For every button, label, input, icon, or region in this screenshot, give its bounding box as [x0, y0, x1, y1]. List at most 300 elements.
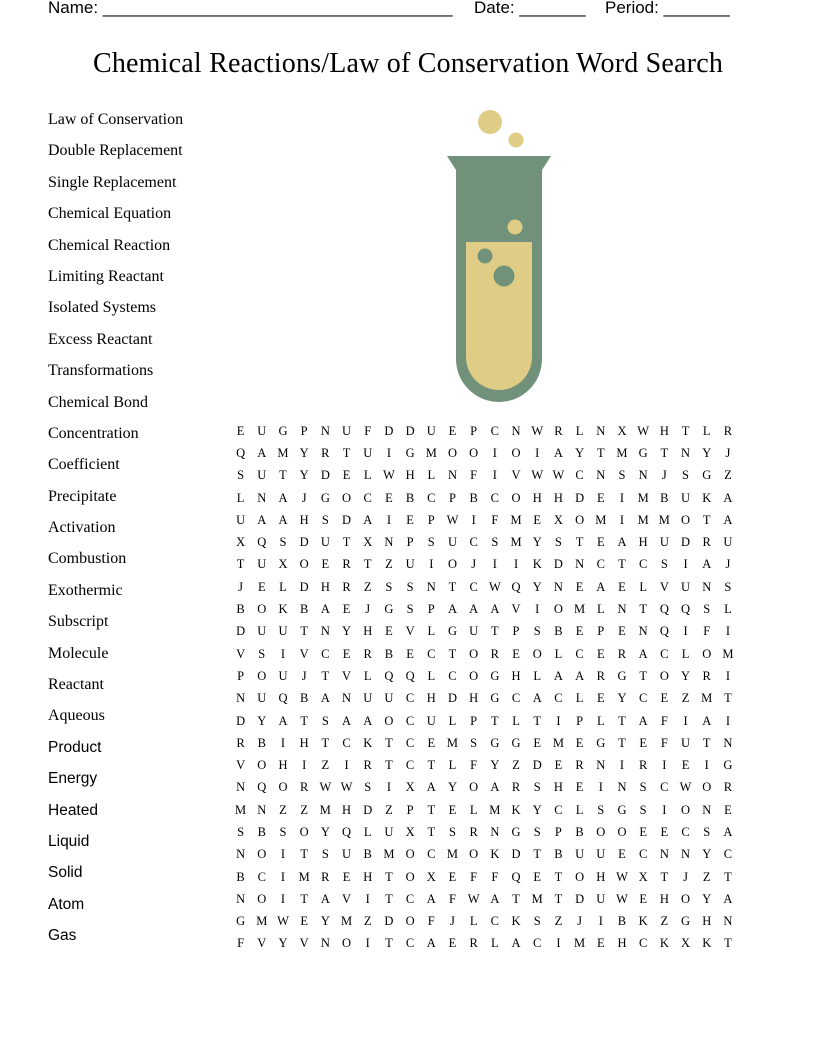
grid-letter[interactable]: S — [364, 780, 372, 795]
grid-letter[interactable]: E — [575, 735, 584, 750]
grid-letter[interactable]: U — [257, 468, 267, 483]
grid-letter[interactable]: E — [596, 936, 605, 951]
grid-letter[interactable]: G — [278, 423, 288, 438]
grid-letter[interactable]: C — [448, 668, 457, 683]
grid-letter[interactable]: A — [638, 713, 648, 728]
grid-letter[interactable]: P — [427, 512, 435, 527]
grid-letter[interactable]: M — [277, 445, 289, 460]
grid-letter[interactable]: O — [342, 936, 352, 951]
grid-letter[interactable]: T — [491, 624, 499, 639]
grid-letter[interactable]: U — [257, 691, 267, 706]
grid-letter[interactable]: U — [426, 713, 436, 728]
grid-letter[interactable]: P — [576, 713, 584, 728]
grid-letter[interactable]: C — [427, 490, 436, 505]
grid-letter[interactable]: P — [470, 713, 478, 728]
grid-letter[interactable]: A — [723, 824, 733, 839]
grid-letter[interactable]: Q — [681, 602, 691, 617]
grid-letter[interactable]: S — [639, 780, 647, 795]
grid-letter[interactable]: A — [342, 713, 352, 728]
grid-letter[interactable]: N — [638, 468, 648, 483]
grid-letter[interactable]: C — [405, 936, 415, 951]
grid-letter[interactable]: R — [596, 668, 605, 683]
grid-letter[interactable]: T — [300, 847, 308, 862]
grid-letter[interactable]: G — [617, 802, 627, 817]
grid-letter[interactable]: I — [386, 780, 391, 795]
grid-letter[interactable]: L — [363, 824, 372, 839]
grid-letter[interactable]: Y — [257, 713, 267, 728]
grid-letter[interactable]: O — [257, 668, 267, 683]
grid-letter[interactable]: L — [512, 713, 520, 728]
grid-letter[interactable]: O — [469, 780, 479, 795]
grid-letter[interactable]: M — [425, 445, 437, 460]
grid-letter[interactable]: A — [723, 512, 733, 527]
grid-letter[interactable]: N — [596, 468, 606, 483]
grid-letter[interactable]: M — [446, 847, 459, 862]
grid-letter[interactable]: N — [553, 579, 563, 594]
grid-letter[interactable]: Z — [512, 758, 520, 773]
grid-letter[interactable]: K — [532, 557, 542, 572]
grid-letter[interactable]: Z — [300, 802, 308, 817]
grid-letter[interactable]: R — [617, 646, 627, 661]
grid-letter[interactable]: P — [237, 668, 245, 683]
grid-letter[interactable]: E — [448, 802, 457, 817]
grid-letter[interactable]: D — [363, 802, 373, 817]
grid-letter[interactable]: S — [554, 535, 562, 550]
grid-letter[interactable]: M — [446, 735, 459, 750]
grid-letter[interactable]: V — [405, 624, 415, 639]
grid-letter[interactable]: B — [299, 691, 309, 706]
grid-letter[interactable]: R — [638, 758, 648, 773]
grid-letter[interactable]: V — [299, 936, 309, 951]
grid-letter[interactable]: W — [616, 891, 628, 906]
grid-letter[interactable]: N — [236, 891, 246, 906]
grid-letter[interactable]: R — [363, 758, 372, 773]
grid-letter[interactable]: I — [556, 713, 561, 728]
grid-letter[interactable]: U — [659, 535, 669, 550]
grid-letter[interactable]: T — [236, 557, 245, 572]
grid-letter[interactable]: A — [596, 579, 606, 594]
grid-letter[interactable]: K — [278, 602, 288, 617]
grid-letter[interactable]: L — [554, 646, 563, 661]
grid-letter[interactable]: W — [488, 579, 501, 594]
grid-letter[interactable]: T — [575, 535, 584, 550]
grid-letter[interactable]: R — [511, 780, 521, 795]
grid-letter[interactable]: Q — [659, 624, 669, 639]
grid-letter[interactable]: Q — [511, 869, 521, 884]
grid-letter[interactable]: U — [363, 445, 373, 460]
grid-letter[interactable]: I — [683, 557, 688, 572]
grid-letter[interactable]: B — [384, 646, 394, 661]
grid-letter[interactable]: T — [681, 423, 690, 438]
grid-letter[interactable]: E — [406, 512, 414, 527]
grid-letter[interactable]: Q — [511, 579, 521, 594]
grid-letter[interactable]: O — [299, 557, 309, 572]
grid-letter[interactable]: E — [448, 936, 457, 951]
grid-letter[interactable]: M — [574, 602, 586, 617]
grid-letter[interactable]: V — [659, 579, 669, 594]
grid-letter[interactable]: S — [237, 468, 245, 483]
grid-letter[interactable]: N — [723, 735, 733, 750]
grid-letter[interactable]: Y — [299, 468, 309, 483]
grid-letter[interactable]: C — [638, 847, 648, 862]
grid-letter[interactable]: A — [320, 602, 330, 617]
grid-letter[interactable]: Z — [363, 579, 372, 594]
grid-letter[interactable]: D — [575, 490, 585, 505]
grid-letter[interactable]: K — [638, 914, 648, 929]
grid-letter[interactable]: Z — [363, 914, 372, 929]
grid-letter[interactable]: S — [618, 468, 626, 483]
grid-letter[interactable]: Y — [532, 535, 542, 550]
grid-letter[interactable]: O — [257, 602, 267, 617]
grid-letter[interactable]: H — [511, 668, 521, 683]
grid-letter[interactable]: A — [511, 936, 521, 951]
grid-letter[interactable]: T — [702, 735, 711, 750]
grid-letter[interactable]: Y — [532, 579, 542, 594]
grid-letter[interactable]: W — [531, 468, 544, 483]
grid-letter[interactable]: F — [703, 624, 711, 639]
grid-letter[interactable]: E — [342, 646, 351, 661]
grid-letter[interactable]: O — [659, 668, 669, 683]
grid-letter[interactable]: H — [532, 490, 542, 505]
grid-letter[interactable]: O — [342, 490, 352, 505]
grid-letter[interactable]: A — [723, 490, 733, 505]
grid-letter[interactable]: U — [342, 847, 352, 862]
grid-letter[interactable]: U — [278, 668, 288, 683]
grid-letter[interactable]: L — [469, 914, 478, 929]
grid-letter[interactable]: Y — [320, 824, 330, 839]
grid-letter[interactable]: P — [300, 423, 308, 438]
grid-letter[interactable]: W — [637, 423, 650, 438]
grid-letter[interactable]: S — [470, 735, 478, 750]
grid-letter[interactable]: R — [575, 758, 584, 773]
grid-letter[interactable]: S — [406, 602, 414, 617]
grid-letter[interactable]: L — [596, 713, 605, 728]
grid-letter[interactable]: T — [618, 557, 626, 572]
grid-letter[interactable]: L — [363, 468, 372, 483]
grid-letter[interactable]: A — [278, 713, 288, 728]
name-field[interactable]: Name: _____________________________________ — [48, 0, 453, 17]
grid-letter[interactable]: D — [681, 535, 691, 550]
grid-letter[interactable]: E — [385, 490, 393, 505]
grid-letter[interactable]: L — [639, 579, 647, 594]
grid-letter[interactable]: F — [660, 713, 668, 728]
grid-letter[interactable]: G — [681, 914, 691, 929]
grid-letter[interactable]: G — [405, 445, 415, 460]
grid-letter[interactable]: E — [427, 735, 436, 750]
grid-letter[interactable]: O — [257, 891, 267, 906]
grid-letter[interactable]: L — [575, 691, 584, 706]
grid-letter[interactable]: H — [702, 914, 712, 929]
grid-letter[interactable]: K — [659, 936, 669, 951]
grid-letter[interactable]: O — [257, 847, 267, 862]
grid-letter[interactable]: D — [299, 579, 309, 594]
grid-letter[interactable]: I — [535, 602, 540, 617]
grid-letter[interactable]: F — [470, 468, 478, 483]
grid-letter[interactable]: Y — [617, 691, 627, 706]
grid-letter[interactable]: O — [511, 445, 521, 460]
grid-letter[interactable]: H — [405, 468, 415, 483]
grid-letter[interactable]: Q — [405, 668, 415, 683]
grid-letter[interactable]: W — [467, 891, 480, 906]
grid-letter[interactable]: E — [533, 735, 542, 750]
grid-letter[interactable]: U — [405, 557, 415, 572]
grid-letter[interactable]: D — [447, 691, 457, 706]
grid-letter[interactable]: X — [681, 936, 691, 951]
grid-letter[interactable]: E — [554, 758, 563, 773]
grid-letter[interactable]: V — [236, 758, 246, 773]
grid-letter[interactable]: V — [236, 646, 246, 661]
grid-letter[interactable]: G — [236, 914, 246, 929]
grid-letter[interactable]: L — [491, 936, 499, 951]
grid-letter[interactable]: T — [427, 824, 436, 839]
grid-letter[interactable]: U — [278, 624, 288, 639]
grid-letter[interactable]: P — [406, 535, 414, 550]
grid-letter[interactable]: A — [363, 512, 373, 527]
grid-letter[interactable]: R — [363, 646, 372, 661]
grid-letter[interactable]: E — [236, 423, 245, 438]
grid-letter[interactable]: I — [492, 445, 497, 460]
grid-letter[interactable]: G — [617, 668, 627, 683]
grid-letter[interactable]: N — [681, 445, 691, 460]
grid-letter[interactable]: E — [342, 869, 351, 884]
grid-letter[interactable]: Q — [278, 691, 288, 706]
grid-letter[interactable]: E — [533, 869, 542, 884]
grid-letter[interactable]: O — [596, 824, 606, 839]
grid-letter[interactable]: F — [427, 914, 435, 929]
grid-letter[interactable]: L — [427, 624, 436, 639]
grid-letter[interactable]: O — [405, 869, 415, 884]
grid-letter[interactable]: M — [340, 914, 353, 929]
grid-letter[interactable]: A — [723, 891, 733, 906]
grid-letter[interactable]: B — [299, 602, 309, 617]
grid-letter[interactable]: R — [321, 445, 330, 460]
grid-letter[interactable]: D — [575, 891, 585, 906]
grid-letter[interactable]: E — [448, 869, 457, 884]
grid-letter[interactable]: L — [702, 423, 711, 438]
grid-letter[interactable]: S — [385, 579, 393, 594]
grid-letter[interactable]: I — [598, 914, 603, 929]
grid-letter[interactable]: I — [725, 713, 730, 728]
grid-letter[interactable]: B — [660, 490, 669, 505]
grid-letter[interactable]: O — [681, 891, 691, 906]
grid-letter[interactable]: E — [257, 579, 266, 594]
grid-letter[interactable]: I — [619, 490, 625, 505]
grid-letter[interactable]: R — [702, 535, 711, 550]
grid-letter[interactable]: U — [681, 735, 691, 750]
grid-letter[interactable]: U — [384, 691, 394, 706]
grid-letter[interactable]: U — [596, 891, 606, 906]
grid-letter[interactable]: N — [596, 758, 606, 773]
grid-letter[interactable]: I — [683, 713, 688, 728]
grid-letter[interactable]: R — [469, 936, 478, 951]
grid-letter[interactable]: T — [385, 936, 393, 951]
grid-letter[interactable]: T — [533, 847, 542, 862]
grid-letter[interactable]: P — [554, 824, 562, 839]
grid-letter[interactable]: R — [723, 423, 733, 438]
grid-letter[interactable]: M — [531, 891, 543, 906]
grid-letter[interactable]: H — [617, 936, 627, 951]
grid-letter[interactable]: O — [384, 713, 394, 728]
grid-letter[interactable]: T — [300, 713, 308, 728]
grid-letter[interactable]: E — [618, 579, 626, 594]
grid-letter[interactable]: S — [427, 535, 435, 550]
grid-letter[interactable]: M — [574, 936, 586, 951]
grid-letter[interactable]: K — [702, 490, 712, 505]
grid-letter[interactable]: D — [299, 535, 309, 550]
grid-letter[interactable]: D — [384, 423, 394, 438]
grid-letter[interactable]: B — [363, 847, 372, 862]
grid-letter[interactable]: I — [280, 646, 286, 661]
grid-letter[interactable]: R — [554, 423, 563, 438]
grid-letter[interactable]: T — [427, 758, 436, 773]
grid-letter[interactable]: L — [596, 602, 605, 617]
grid-letter[interactable]: V — [342, 668, 352, 683]
grid-letter[interactable]: X — [278, 557, 288, 572]
grid-letter[interactable]: Y — [702, 445, 712, 460]
grid-letter[interactable]: G — [723, 758, 733, 773]
grid-letter[interactable]: E — [596, 646, 605, 661]
grid-letter[interactable]: O — [469, 445, 479, 460]
grid-letter[interactable]: N — [236, 780, 246, 795]
grid-letter[interactable]: O — [575, 512, 585, 527]
grid-letter[interactable]: T — [724, 936, 732, 951]
grid-letter[interactable]: T — [639, 602, 647, 617]
grid-letter[interactable]: Y — [702, 847, 712, 862]
grid-letter[interactable]: H — [363, 624, 373, 639]
grid-letter[interactable]: W — [340, 780, 353, 795]
grid-letter[interactable]: E — [618, 624, 626, 639]
grid-letter[interactable]: K — [511, 802, 521, 817]
grid-letter[interactable]: T — [618, 735, 626, 750]
grid-letter[interactable]: A — [638, 646, 648, 661]
grid-letter[interactable]: B — [554, 847, 563, 862]
grid-letter[interactable]: A — [702, 557, 712, 572]
grid-letter[interactable]: I — [619, 512, 625, 527]
grid-letter[interactable]: C — [554, 802, 563, 817]
grid-letter[interactable]: C — [533, 936, 542, 951]
grid-letter[interactable]: O — [469, 847, 479, 862]
grid-letter[interactable]: M — [658, 512, 670, 527]
grid-letter[interactable]: I — [344, 758, 349, 773]
grid-letter[interactable]: E — [596, 691, 605, 706]
grid-letter[interactable]: E — [342, 468, 351, 483]
grid-letter[interactable]: U — [575, 847, 585, 862]
grid-letter[interactable]: I — [725, 668, 730, 683]
grid-letter[interactable]: O — [405, 847, 415, 862]
grid-letter[interactable]: K — [490, 847, 500, 862]
grid-letter[interactable]: C — [321, 646, 330, 661]
grid-letter[interactable]: A — [575, 668, 585, 683]
grid-letter[interactable]: H — [363, 869, 373, 884]
grid-letter[interactable]: E — [321, 557, 330, 572]
grid-letter[interactable]: C — [575, 646, 584, 661]
grid-letter[interactable]: I — [365, 891, 370, 906]
grid-letter[interactable]: K — [363, 735, 373, 750]
grid-letter[interactable]: J — [577, 914, 583, 929]
grid-letter[interactable]: M — [616, 445, 628, 460]
grid-letter[interactable]: T — [660, 869, 669, 884]
grid-letter[interactable]: A — [532, 691, 542, 706]
grid-letter[interactable]: S — [703, 824, 711, 839]
grid-letter[interactable]: O — [299, 824, 309, 839]
grid-letter[interactable]: Z — [554, 914, 563, 929]
grid-letter[interactable]: X — [553, 512, 563, 527]
grid-letter[interactable]: Z — [385, 802, 393, 817]
grid-letter[interactable]: A — [278, 512, 288, 527]
grid-letter[interactable]: O — [553, 602, 563, 617]
grid-letter[interactable]: S — [597, 802, 605, 817]
grid-letter[interactable]: C — [490, 423, 500, 438]
grid-letter[interactable]: K — [511, 914, 521, 929]
grid-letter[interactable]: L — [427, 668, 436, 683]
grid-letter[interactable]: U — [363, 691, 373, 706]
grid-letter[interactable]: G — [490, 668, 500, 683]
grid-letter[interactable]: G — [596, 735, 606, 750]
grid-letter[interactable]: U — [236, 512, 246, 527]
grid-letter[interactable]: H — [596, 869, 606, 884]
grid-letter[interactable]: U — [384, 824, 394, 839]
grid-letter[interactable]: U — [426, 423, 436, 438]
grid-letter[interactable]: H — [342, 802, 352, 817]
grid-letter[interactable]: T — [448, 579, 457, 594]
grid-letter[interactable]: M — [489, 802, 501, 817]
grid-letter[interactable]: C — [596, 557, 605, 572]
grid-letter[interactable]: M — [235, 802, 247, 817]
grid-letter[interactable]: U — [723, 535, 733, 550]
grid-letter[interactable]: Y — [299, 445, 309, 460]
grid-letter[interactable]: A — [617, 535, 627, 550]
grid-letter[interactable]: M — [319, 802, 331, 817]
grid-letter[interactable]: G — [511, 735, 521, 750]
grid-letter[interactable]: F — [491, 512, 499, 527]
grid-letter[interactable]: R — [723, 780, 733, 795]
grid-letter[interactable]: L — [448, 713, 457, 728]
grid-letter[interactable]: I — [598, 780, 603, 795]
grid-letter[interactable]: M — [701, 691, 713, 706]
grid-letter[interactable]: T — [512, 891, 520, 906]
grid-letter[interactable]: U — [681, 579, 691, 594]
grid-letter[interactable]: T — [342, 445, 351, 460]
grid-letter[interactable]: P — [406, 802, 414, 817]
grid-letter[interactable]: B — [469, 490, 478, 505]
grid-letter[interactable]: T — [702, 512, 711, 527]
grid-letter[interactable]: C — [427, 646, 436, 661]
grid-letter[interactable]: A — [257, 445, 267, 460]
grid-letter[interactable]: W — [616, 869, 628, 884]
grid-letter[interactable]: B — [575, 824, 584, 839]
grid-letter[interactable]: B — [554, 624, 563, 639]
grid-letter[interactable]: V — [511, 602, 521, 617]
grid-letter[interactable]: T — [321, 668, 330, 683]
grid-letter[interactable]: W — [531, 423, 544, 438]
grid-letter[interactable]: G — [490, 735, 500, 750]
grid-letter[interactable]: T — [363, 557, 372, 572]
grid-letter[interactable]: Y — [490, 758, 500, 773]
grid-letter[interactable]: S — [406, 579, 414, 594]
grid-letter[interactable]: T — [724, 691, 732, 706]
grid-letter[interactable]: Z — [385, 557, 393, 572]
grid-letter[interactable]: I — [619, 758, 625, 773]
grid-letter[interactable]: Z — [681, 691, 690, 706]
grid-letter[interactable]: S — [321, 512, 329, 527]
grid-letter[interactable]: O — [447, 445, 457, 460]
grid-letter[interactable]: N — [702, 579, 712, 594]
grid-letter[interactable]: E — [681, 758, 690, 773]
grid-letter[interactable]: V — [342, 891, 352, 906]
grid-letter[interactable]: S — [321, 713, 329, 728]
grid-letter[interactable]: D — [553, 557, 563, 572]
grid-letter[interactable]: O — [469, 646, 479, 661]
